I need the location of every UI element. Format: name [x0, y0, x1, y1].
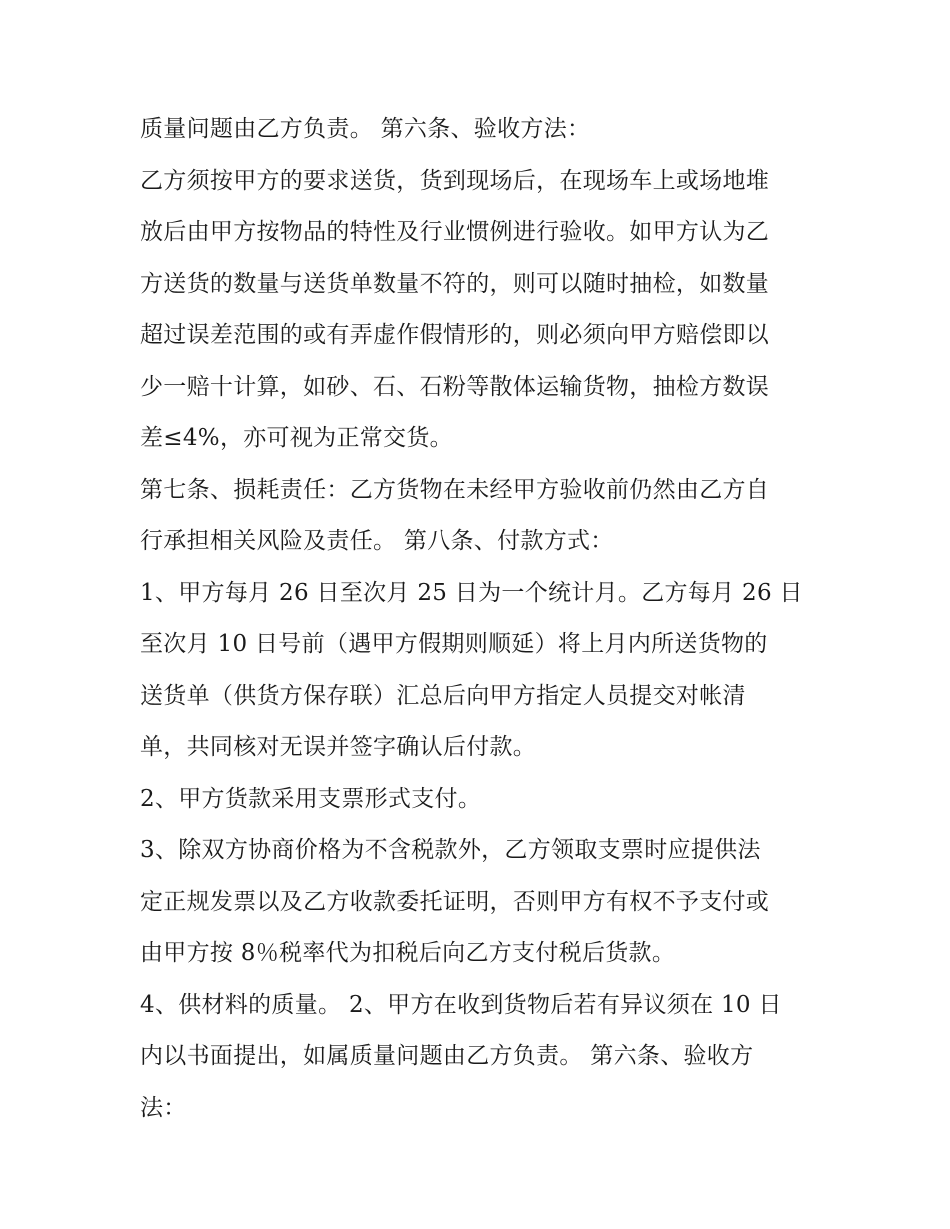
text-line: 定正规发票以及乙方收款委托证明，否则甲方有权不予支付或 [140, 888, 770, 915]
text-line: 放后由甲方按物品的特性及行业惯例进行验收。如甲方认为乙 [140, 219, 770, 245]
text-line: 少一赔十计算，如砂、石、石粉等散体运输货物，抽检方数误 [140, 373, 770, 400]
text-line: 3、除双方协商价格为不含税款外，乙方领取支票时应提供法 [140, 837, 761, 863]
text-line: 超过误差范围的或有弄虚作假情形的，则必须向甲方赔偿即以 [140, 322, 770, 348]
text-line: 行承担相关风险及责任。 第八条、付款方式： [140, 528, 614, 554]
text-line: 差≤4%，亦可视为正常交货。 [140, 425, 453, 451]
document-body [140, 104, 820, 1134]
text-line: 4、供材料的质量。 2、甲方在收到货物后若有异议须在 10 日 [140, 991, 782, 1018]
text-line: 1、甲方每月 26 日至次月 25 日为一个统计月。乙方每月 26 日 [140, 579, 803, 606]
text-line: 内以书面提出，如属质量问题由乙方负责。 第六条、验收方 [140, 1043, 754, 1069]
text-line: 2、甲方货款采用支票形式支付。 [140, 785, 482, 812]
text-line: 乙方须按甲方的要求送货，货到现场后，在现场车上或场地堆 [140, 167, 770, 194]
text-line: 单，共同核对无误并签字确认后付款。 [140, 734, 537, 760]
text-line: 法： [140, 1094, 187, 1121]
text-line: 由甲方按 8％税率代为扣税后向乙方支付税后货款。 [140, 940, 676, 966]
text-line: 方送货的数量与送货单数量不符的，则可以随时抽检，如数量 [140, 270, 770, 297]
text-line: 至次月 10 日号前（遇甲方假期则顺延）将上月内所送货物的 [140, 631, 768, 657]
text-line: 送货单（供货方保存联）汇总后向甲方指定人员提交对帐清 [140, 682, 746, 709]
text-line: 第七条、损耗责任：乙方货物在未经甲方验收前仍然由乙方自 [140, 476, 770, 503]
text-line: 质量问题由乙方负责。 第六条、验收方法： [140, 116, 591, 142]
